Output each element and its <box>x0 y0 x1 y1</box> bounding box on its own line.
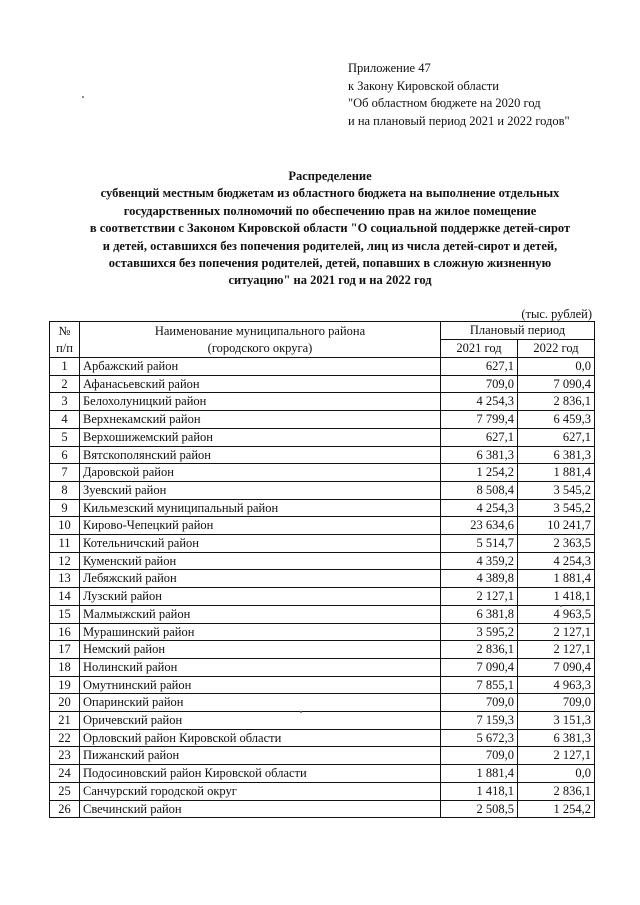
table-row <box>50 499 595 517</box>
row-value-2022: 6 459,3 <box>518 411 595 429</box>
row-number: 13 <box>50 570 80 588</box>
row-number: 3 <box>50 393 80 411</box>
table-row <box>50 782 595 800</box>
table-row <box>50 588 595 606</box>
row-value-2021: 7 855,1 <box>441 676 518 694</box>
table-row <box>50 605 595 623</box>
units-label: (тыс. рублей) <box>521 307 592 321</box>
row-name: Кирово-Чепецкий район <box>80 517 441 535</box>
table-row <box>50 570 595 588</box>
table-row <box>50 623 595 641</box>
row-value-2022: 3 151,3 <box>518 712 595 730</box>
row-number: 21 <box>50 712 80 730</box>
header-2021: 2021 год <box>441 340 518 358</box>
table-row <box>50 428 595 446</box>
row-value-2021: 6 381,8 <box>441 605 518 623</box>
row-value-2022: 4 254,3 <box>518 552 595 570</box>
row-number: 26 <box>50 800 80 818</box>
header-number-line1: № <box>58 323 71 338</box>
row-value-2022: 3 545,2 <box>518 481 595 499</box>
row-value-2022: 2 836,1 <box>518 782 595 800</box>
row-name: Нолинский район <box>80 658 441 676</box>
row-number: 12 <box>50 552 80 570</box>
row-name: Немский район <box>80 641 441 659</box>
row-value-2022: 4 963,3 <box>518 676 595 694</box>
appendix-line: "Об областном бюджете на 2020 год <box>348 96 541 110</box>
header-2022: 2022 год <box>518 340 595 358</box>
row-name: Кильмезский муниципальный район <box>80 499 441 517</box>
table-row <box>50 712 595 730</box>
row-number: 23 <box>50 747 80 765</box>
row-number: 24 <box>50 765 80 783</box>
table-row <box>50 658 595 676</box>
row-value-2022: 2 127,1 <box>518 641 595 659</box>
row-name: Малмыжский район <box>80 605 441 623</box>
row-value-2021: 709,0 <box>441 375 518 393</box>
row-value-2021: 709,0 <box>441 694 518 712</box>
table-row <box>50 411 595 429</box>
row-number: 17 <box>50 641 80 659</box>
table-row <box>50 765 595 783</box>
header-name <box>80 322 441 358</box>
row-value-2021: 7 090,4 <box>441 658 518 676</box>
row-value-2021: 4 389,8 <box>441 570 518 588</box>
row-name: Лузский район <box>80 588 441 606</box>
appendix-line: и на плановый период 2021 и 2022 годов" <box>348 113 570 128</box>
row-value-2021: 4 254,3 <box>441 499 518 517</box>
row-name: Опаринский район <box>80 694 441 712</box>
row-value-2022: 1 881,4 <box>518 570 595 588</box>
table-row <box>50 446 595 464</box>
row-value-2021: 627,1 <box>441 358 518 376</box>
row-value-2021: 3 595,2 <box>441 623 518 641</box>
row-value-2021: 4 359,2 <box>441 552 518 570</box>
row-number: 15 <box>50 605 80 623</box>
row-name: Свечинский район <box>80 800 441 818</box>
row-value-2022: 7 090,4 <box>518 658 595 676</box>
appendix-block <box>348 60 570 130</box>
title-line: в соответствии с Законом Кировской области "О социальной поддержке детей-сирот <box>89 221 571 236</box>
row-number: 19 <box>50 676 80 694</box>
table-row <box>50 358 595 376</box>
title-line: субвенций местным бюджетам из областного бюджета на выполнение отдельных <box>100 186 560 201</box>
row-name: Вятскополянский район <box>80 446 441 464</box>
distribution-table <box>49 321 595 818</box>
row-value-2022: 6 381,3 <box>518 446 595 464</box>
title-line: Распределение <box>288 169 372 183</box>
row-name: Котельничский район <box>80 535 441 553</box>
appendix-line: Приложение 47 <box>348 61 431 75</box>
row-number: 11 <box>50 535 80 553</box>
row-number: 9 <box>50 499 80 517</box>
row-value-2021: 8 508,4 <box>441 481 518 499</box>
row-value-2022: 3 545,2 <box>518 499 595 517</box>
row-name: Верхнекамский район <box>80 411 441 429</box>
row-value-2022: 6 381,3 <box>518 729 595 747</box>
row-name: Зуевский район <box>80 481 441 499</box>
row-name: Санчурский городской округ <box>80 782 441 800</box>
scan-speck <box>300 711 302 713</box>
row-value-2022: 2 363,5 <box>518 535 595 553</box>
table-row <box>50 641 595 659</box>
row-value-2021: 23 634,6 <box>441 517 518 535</box>
row-name: Верхошижемский район <box>80 428 441 446</box>
row-value-2021: 7 159,3 <box>441 712 518 730</box>
row-value-2022: 1 881,4 <box>518 464 595 482</box>
row-value-2021: 2 508,5 <box>441 800 518 818</box>
row-name: Подосиновский район Кировской области <box>80 765 441 783</box>
table-row <box>50 694 595 712</box>
row-value-2021: 6 381,3 <box>441 446 518 464</box>
header-number <box>50 322 80 358</box>
row-value-2021: 7 799,4 <box>441 411 518 429</box>
table-row <box>50 393 595 411</box>
table-row <box>50 729 595 747</box>
row-value-2021: 1 254,2 <box>441 464 518 482</box>
row-number: 6 <box>50 446 80 464</box>
row-name: Орловский район Кировской области <box>80 729 441 747</box>
header-number-line2: п/п <box>56 340 73 355</box>
row-value-2021: 2 127,1 <box>441 588 518 606</box>
row-number: 5 <box>50 428 80 446</box>
row-number: 10 <box>50 517 80 535</box>
row-value-2022: 7 090,4 <box>518 375 595 393</box>
row-value-2022: 2 127,1 <box>518 623 595 641</box>
row-value-2021: 5 672,3 <box>441 729 518 747</box>
row-number: 25 <box>50 782 80 800</box>
table-row <box>50 535 595 553</box>
row-value-2021: 627,1 <box>441 428 518 446</box>
title-line: оставшихся без попечения родителей, детей, попавших в сложную жизненную <box>108 256 552 271</box>
row-number: 18 <box>50 658 80 676</box>
document-title <box>50 168 610 290</box>
row-number: 4 <box>50 411 80 429</box>
header-name-line1: Наименование муниципального района <box>154 323 366 338</box>
header-name-line2: (городского округа) <box>207 340 313 355</box>
row-value-2021: 4 254,3 <box>441 393 518 411</box>
row-value-2022: 627,1 <box>518 428 595 446</box>
table-row <box>50 481 595 499</box>
table-row <box>50 800 595 818</box>
row-value-2021: 709,0 <box>441 747 518 765</box>
row-name: Омутнинский район <box>80 676 441 694</box>
table-header-row <box>50 322 595 340</box>
appendix-line: к Закону Кировской области <box>348 78 499 93</box>
title-line: ситуацию" на 2021 год и на 2022 год <box>228 273 432 288</box>
row-value-2022: 0,0 <box>518 765 595 783</box>
table-row <box>50 676 595 694</box>
row-value-2021: 1 881,4 <box>441 765 518 783</box>
row-name: Афанасьевский район <box>80 375 441 393</box>
row-value-2022: 2 836,1 <box>518 393 595 411</box>
row-name: Пижанский район <box>80 747 441 765</box>
row-value-2022: 4 963,5 <box>518 605 595 623</box>
row-value-2022: 10 241,7 <box>518 517 595 535</box>
row-name: Белохолуницкий район <box>80 393 441 411</box>
row-value-2021: 2 836,1 <box>441 641 518 659</box>
table-row <box>50 464 595 482</box>
row-value-2022: 2 127,1 <box>518 747 595 765</box>
row-number: 7 <box>50 464 80 482</box>
row-number: 20 <box>50 694 80 712</box>
scan-speck <box>82 96 84 98</box>
row-number: 14 <box>50 588 80 606</box>
row-name: Куменский район <box>80 552 441 570</box>
row-value-2022: 1 418,1 <box>518 588 595 606</box>
title-line: государственных полномочий по обеспечению прав на жилое помещение <box>123 203 537 218</box>
row-name: Даровской район <box>80 464 441 482</box>
table-row <box>50 747 595 765</box>
row-number: 8 <box>50 481 80 499</box>
row-value-2021: 5 514,7 <box>441 535 518 553</box>
row-value-2021: 1 418,1 <box>441 782 518 800</box>
table-row <box>50 375 595 393</box>
scan-speck <box>560 605 562 607</box>
row-value-2022: 709,0 <box>518 694 595 712</box>
row-number: 16 <box>50 623 80 641</box>
header-period: Плановый период <box>441 322 595 340</box>
row-name: Арбажский район <box>80 358 441 376</box>
row-number: 2 <box>50 375 80 393</box>
row-name: Мурашинский район <box>80 623 441 641</box>
row-value-2022: 0,0 <box>518 358 595 376</box>
row-name: Оричевский район <box>80 712 441 730</box>
title-line: и детей, оставшихся без попечения родителей, лиц из числа детей-сирот и детей, <box>102 238 558 253</box>
row-value-2022: 1 254,2 <box>518 800 595 818</box>
row-number: 22 <box>50 729 80 747</box>
row-number: 1 <box>50 358 80 376</box>
table-row <box>50 517 595 535</box>
table-body <box>50 358 595 818</box>
table-row <box>50 552 595 570</box>
row-name: Лебяжский район <box>80 570 441 588</box>
